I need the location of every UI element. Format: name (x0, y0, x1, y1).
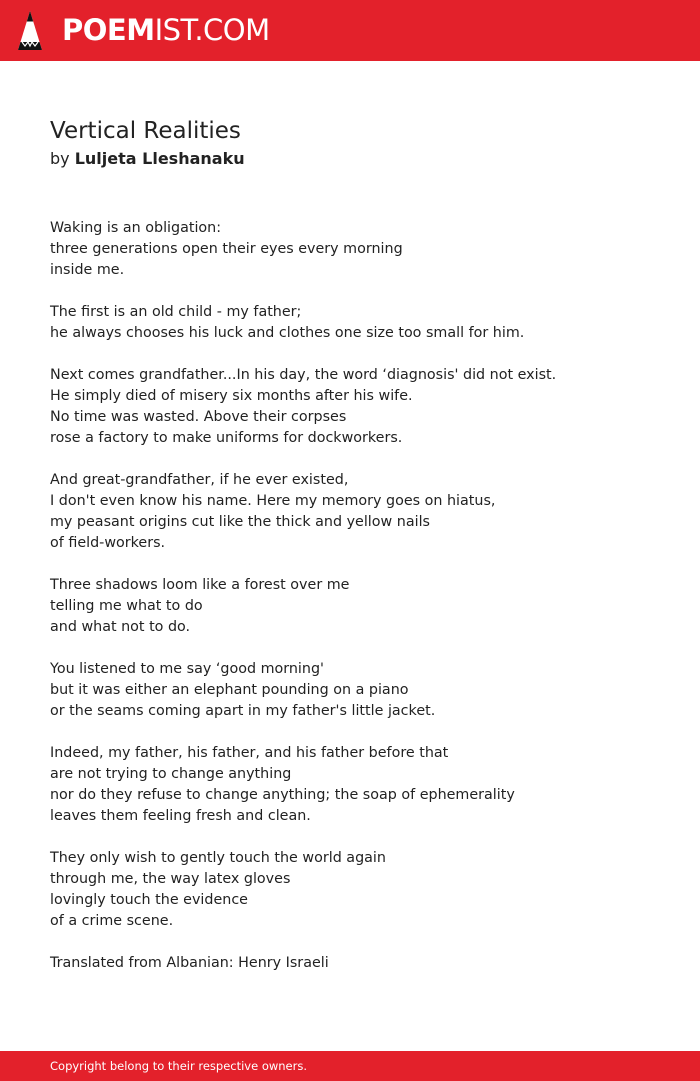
poem-line: he always chooses his luck and clothes one size too small for him. (50, 325, 525, 341)
poem-line: Three shadows loom like a forest over me (50, 577, 350, 593)
poem-line: nor do they refuse to change anything; the soap of ephemerality (50, 787, 515, 803)
stanza (50, 218, 670, 281)
stanza (50, 743, 670, 827)
site-header (0, 0, 700, 61)
site-logo-text[interactable] (62, 13, 270, 47)
poem-line: telling me what to do (50, 598, 203, 614)
poem-line: And great-grandfather, if he ever existed, (50, 472, 349, 488)
poem-line: Translated from Albanian: Henry Israeli (50, 955, 329, 971)
stanza (50, 953, 670, 974)
poem-line: leaves them feeling fresh and clean. (50, 808, 311, 824)
stanza (50, 848, 670, 932)
poem-line: inside me. (50, 262, 125, 278)
author-name: Luljeta Lleshanaku (74, 149, 245, 168)
stanza (50, 575, 670, 638)
poem-line: or the seams coming apart in my father's little jacket. (50, 703, 436, 719)
poem-line: Waking is an obligation: (50, 220, 222, 236)
poem-line: You listened to me say ‘good morning' (50, 661, 324, 677)
poem-line: lovingly touch the evidence (50, 892, 248, 908)
brand-light: IST.COM (154, 13, 270, 47)
poem-line: I don't even know his name. Here my memory goes on hiatus, (50, 493, 496, 509)
poem-body (50, 218, 670, 995)
poem-line: are not trying to change anything (50, 766, 292, 782)
poem-title: Vertical Realities (50, 118, 241, 144)
poem-line: Indeed, my father, his father, and his father before that (50, 745, 449, 761)
poem-line: of field-workers. (50, 535, 166, 551)
copyright-text: Copyright belong to their respective owners. (50, 1059, 308, 1073)
poem-line: He simply died of misery six months after his wife. (50, 388, 413, 404)
stanza (50, 365, 670, 449)
poem-line: through me, the way latex gloves (50, 871, 291, 887)
stanza (50, 302, 670, 344)
pencil-tip-icon[interactable] (17, 10, 43, 52)
poem-line: my peasant origins cut like the thick and yellow nails (50, 514, 430, 530)
site-footer (0, 1051, 700, 1081)
poem-line: but it was either an elephant pounding on a piano (50, 682, 409, 698)
by-label: by (50, 149, 70, 168)
brand-bold: POEM (62, 13, 155, 47)
poem-heading (50, 117, 245, 171)
poem-line: and what not to do. (50, 619, 191, 635)
poem-line: of a crime scene. (50, 913, 174, 929)
stanza (50, 659, 670, 722)
poem-line: They only wish to gently touch the world again (50, 850, 386, 866)
poem-line: Next comes grandfather...In his day, the word ‘diagnosis' did not exist. (50, 367, 557, 383)
poem-line: rose a factory to make uniforms for dockworkers. (50, 430, 403, 446)
poem-line: three generations open their eyes every morning (50, 241, 403, 257)
poem-line: No time was wasted. Above their corpses (50, 409, 347, 425)
stanza (50, 470, 670, 554)
poem-line: The first is an old child - my father; (50, 304, 302, 320)
byline (50, 147, 245, 171)
